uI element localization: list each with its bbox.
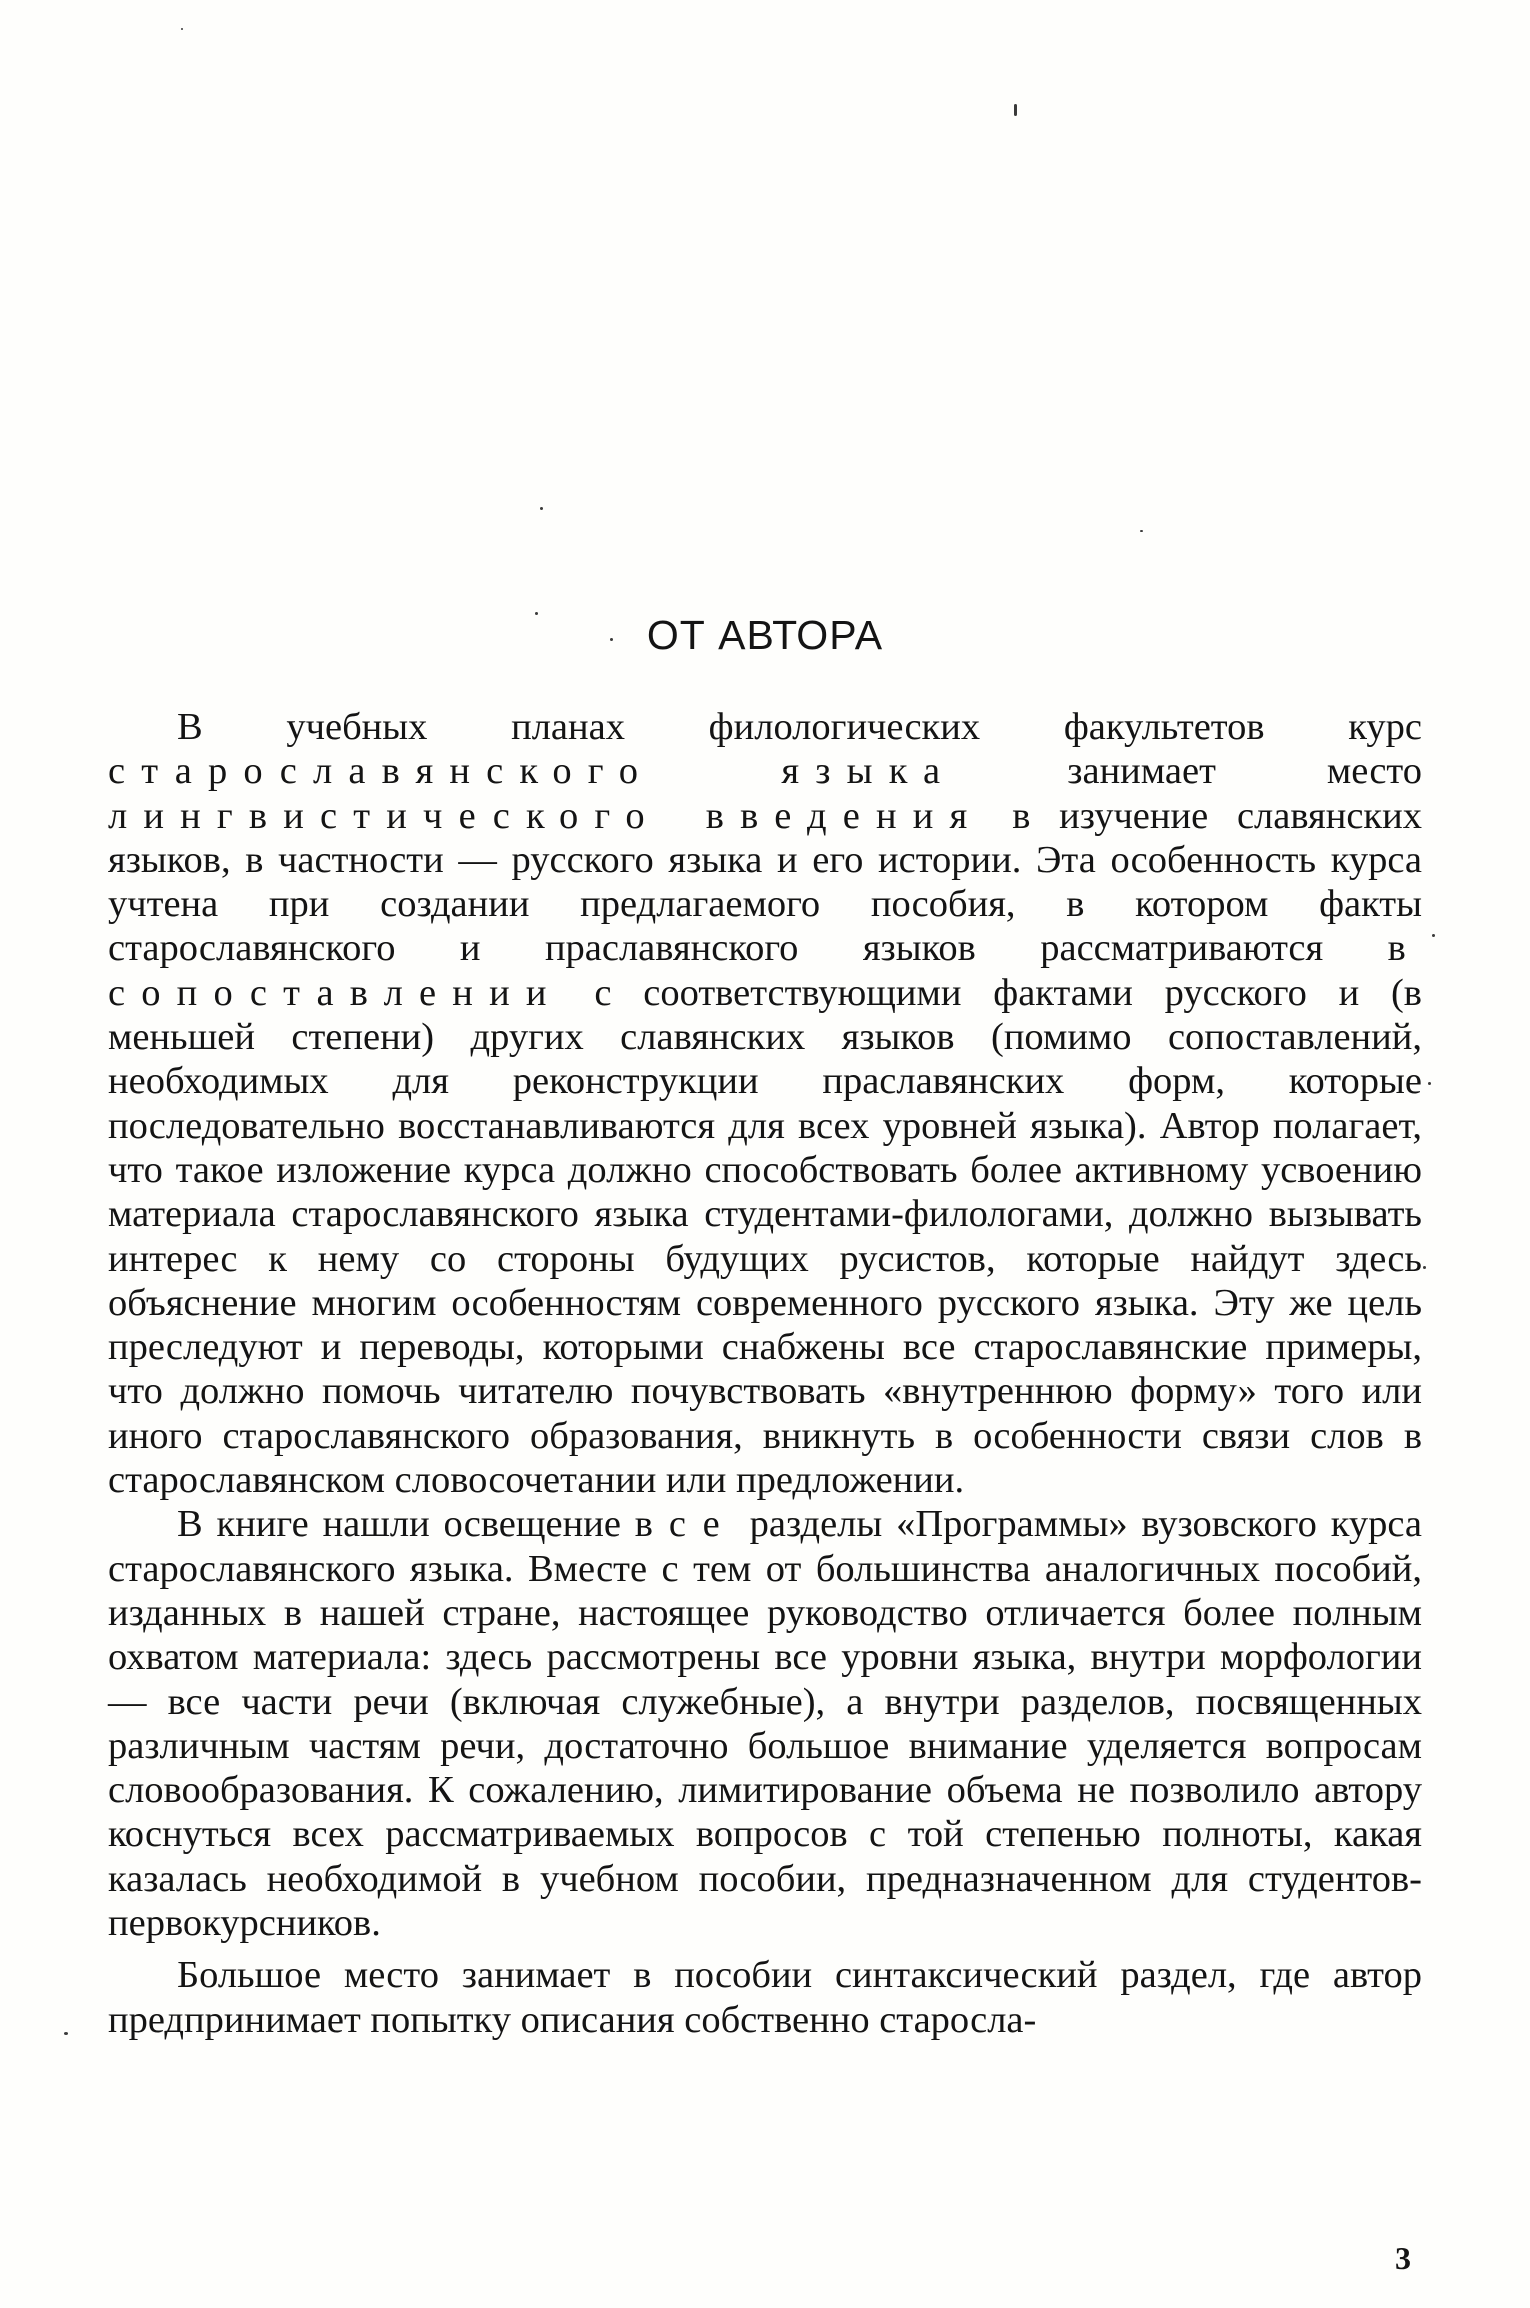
spaced-emphasis: старославянского языка: [108, 750, 957, 793]
paragraph: [108, 1502, 1422, 1945]
scan-speck: [1140, 530, 1143, 532]
page-title: ОТ АВТОРА: [646, 612, 884, 658]
text-run: разделы «Программы» вузовского курса старославянского языка. Вместе с тем от большинства аналогичных пособий, изданных в нашей стране, настоящее руководство отличается более полным охватом материала: здесь рассмотрены все уровни языка, внутри морфологии — все части речи (включая служебные), а внутри разделов, посвященных различным частям речи, достаточно большое внимание уделяется вопросам словообразования. К сожалению, лимитирование объема не позволило автору коснуться всех рассматриваемых вопросов с той степенью полноты, какая казалась необходимой в учебном пособии, предназначенном для студентов-первокурсников.: [108, 1503, 1422, 1945]
spaced-emphasis: все: [634, 1503, 736, 1546]
scan-speck: [1432, 934, 1435, 937]
text-run: Большое место занимает в пособии синтаксический раздел, где автор предпринимает попытку описания собственно старосла-: [108, 1954, 1422, 2041]
spaced-emphasis: лингвистического введения: [108, 794, 984, 837]
scan-speck: [64, 2032, 68, 2035]
scan-speck: [1423, 1266, 1426, 1269]
text-run: в изучение славянских языков, в частности — русского языка и его истории. Эта особенность курса учтена при создании предлагаемого пособия, в котором факты старославянского и праславянского языков рассматриваются: [108, 794, 1422, 970]
scan-speck: [1428, 1082, 1431, 1085]
text-run: В учебных планах филологических факультетов курс: [177, 706, 1422, 748]
body-text: [108, 705, 1422, 2042]
text-run: занимает место: [956, 750, 1422, 793]
spaced-emphasis: в сопоставлении: [108, 927, 1422, 1014]
text-run: с соответствующими фактами русского и (в меньшей степени) других славянских языков (помимо сопоставлений, необходимых для реконструкции праславянских форм, которые последовательно восстанавливаются для всех уровней языка). Автор полагает, что такое изложение курса должно способствовать более активному усвоению материала старославянского языка студентами-филологами, должно вызывать интерес к нему со стороны будущих русистов, которые найдут здесь объяснение многим особенностям современного русского языка. Эту же цель преследуют и переводы, которыми снабжены все старославянские примеры, что должно помочь читателю почувствовать «внутреннюю форму» того или иного старославянского образования, вникнуть в особенности связи слов в старославянском словосочетании или предложении.: [108, 971, 1422, 1502]
text-run: В книге нашли освещение: [177, 1503, 635, 1546]
scan-speck: [1014, 104, 1017, 116]
paragraph: [108, 705, 1422, 1502]
paragraph: [108, 1953, 1422, 2042]
page-number: 3: [1395, 2240, 1411, 2276]
scan-speck: [540, 507, 543, 510]
scan-speck: [181, 28, 183, 30]
